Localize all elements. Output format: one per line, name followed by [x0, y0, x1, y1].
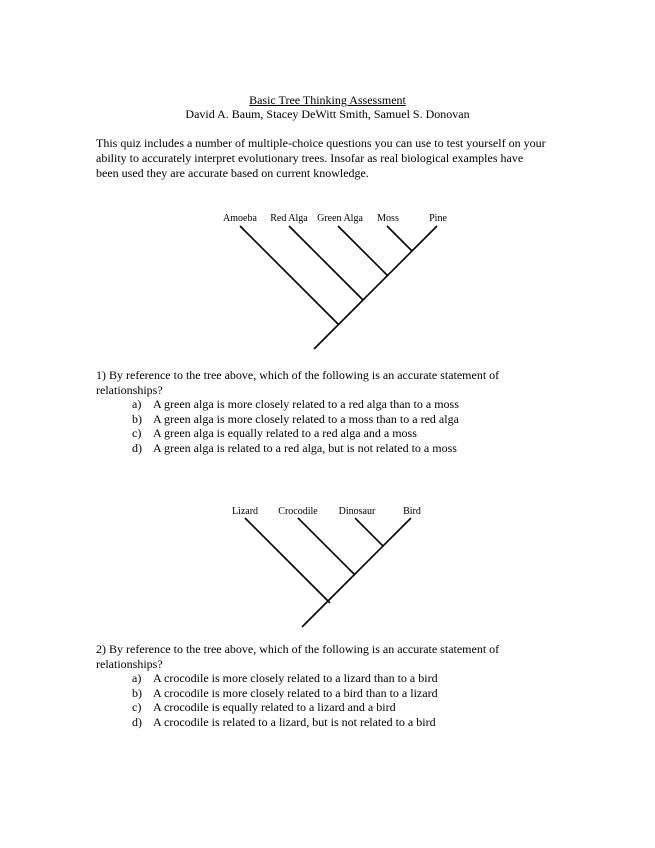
taxon-label: Pine: [429, 213, 447, 224]
question-stem: 1) By reference to the tree above, which of the following is an accurate statement of: [96, 368, 500, 382]
option-letter: d): [132, 440, 142, 455]
branch-red-alga: [289, 226, 363, 300]
option-letter: b): [132, 411, 142, 426]
branch-amoeba: [240, 226, 339, 325]
answer-option[interactable]: [96, 700, 596, 715]
branch-green-alga: [338, 226, 388, 276]
taxon-label: Green Alga: [317, 213, 363, 224]
taxon-label: Bird: [403, 506, 421, 517]
option-text: A crocodile is more closely related to a lizard than to a bird: [153, 671, 438, 686]
question-stem: relationships?: [96, 656, 163, 671]
taxon-label: Red Alga: [270, 213, 308, 224]
option-letter: a): [132, 397, 142, 412]
question-stem: 2) By reference to the tree above, which of the following is an accurate statement of: [96, 642, 500, 656]
branch-dinosaur: [355, 518, 383, 546]
option-letter: b): [132, 685, 142, 700]
answer-option[interactable]: [96, 686, 596, 701]
answer-option[interactable]: [96, 412, 596, 427]
branch-lizard: [245, 518, 330, 603]
taxon-label: Lizard: [231, 506, 259, 517]
taxon-label: Amoeba: [223, 213, 257, 224]
branch-moss: [387, 226, 412, 251]
answer-option[interactable]: [96, 397, 596, 412]
intro-line: This quiz includes a number of multiple-choice questions you can use to test yourself on your: [96, 136, 546, 150]
taxon-label: Crocodile: [278, 506, 318, 517]
option-text: A crocodile is more closely related to a bird than to a lizard: [153, 685, 438, 700]
branch-crocodile: [298, 518, 355, 575]
answer-option[interactable]: [96, 426, 596, 441]
trunk-bird: [302, 518, 411, 627]
answer-option[interactable]: [96, 441, 596, 456]
answer-option[interactable]: [96, 715, 596, 730]
intro-line: been used they are accurate based on current knowledge.: [96, 166, 369, 180]
question-2: [96, 642, 596, 730]
option-letter: c): [132, 700, 142, 715]
option-letter: a): [132, 671, 142, 686]
option-text: A crocodile is equally related to a lizard and a bird: [153, 700, 396, 715]
document-authors: David A. Baum, Stacey DeWitt Smith, Samuel S. Donovan: [185, 107, 470, 121]
taxon-label: Dinosaur: [338, 506, 376, 517]
option-text: A green alga is more closely related to a red alga than to a moss: [153, 397, 459, 412]
question-stem: relationships?: [96, 382, 163, 397]
option-letter: c): [132, 426, 142, 441]
option-text: A green alga is equally related to a red alga and a moss: [153, 426, 417, 441]
answer-option[interactable]: [96, 671, 596, 686]
taxon-label: Moss: [377, 213, 399, 224]
option-text: A crocodile is related to a lizard, but is not related to a bird: [153, 714, 436, 729]
option-text: A green alga is more closely related to a moss than to a red alga: [153, 411, 459, 426]
trunk-pine: [314, 226, 437, 349]
document-title: Basic Tree Thinking Assessment: [249, 93, 406, 107]
option-letter: d): [132, 714, 142, 729]
question-1: [96, 368, 596, 456]
option-text: A green alga is related to a red alga, but is not related to a moss: [153, 440, 457, 455]
intro-line: ability to accurately interpret evolutionary trees. Insofar as real biological examples have: [96, 151, 524, 165]
